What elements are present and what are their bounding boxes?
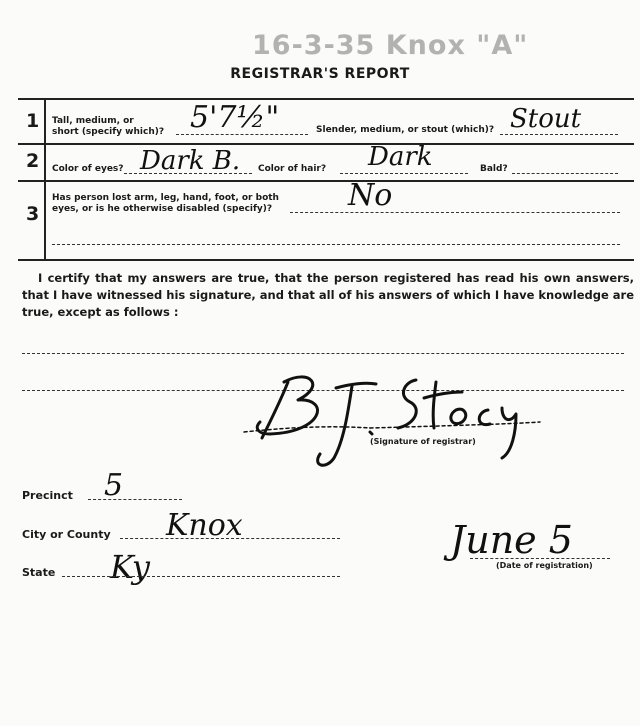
table-number-column-rule — [44, 98, 46, 260]
hair-color-answer: Dark — [368, 142, 433, 172]
disability-question-text: Has person lost arm, leg, hand, foot, or both eyes, or is he otherwise disabled (specify)? — [52, 193, 279, 214]
disability-question-label — [52, 193, 279, 215]
eye-color-answer: Dark B. — [140, 146, 241, 176]
signature-caption: (Signature of registrar) — [370, 437, 476, 446]
exceptions-line-1 — [22, 353, 624, 354]
disability-line-2 — [52, 244, 620, 245]
bald-line — [512, 173, 618, 174]
build-answer-line — [500, 134, 618, 135]
certification-statement: I certify that my answers are true, that the person registered has read his own answers, that I have witnessed his signature, and that all of his answers of which I have knowledge are true, except as follows : — [22, 271, 634, 319]
page-title: REGISTRAR'S REPORT — [230, 66, 410, 82]
hair-color-label: Color of hair? — [258, 164, 327, 174]
height-question-text: Tall, medium, or short (specify which)? — [52, 116, 165, 137]
precinct-answer: 5 — [104, 468, 124, 503]
state-line — [62, 576, 340, 577]
registrar-signature — [240, 362, 560, 474]
registration-date: June 5 — [450, 518, 573, 562]
height-answer: 5'7½" — [190, 100, 280, 135]
row-1-number: 1 — [26, 110, 40, 132]
height-answer-line — [176, 134, 308, 135]
registration-date-line — [470, 558, 610, 559]
eye-color-line — [124, 173, 252, 174]
precinct-line — [88, 499, 182, 500]
bald-label: Bald? — [480, 164, 508, 174]
filing-stamp: 16-3-35 Knox "A" — [252, 30, 529, 61]
city-county-line — [120, 538, 340, 539]
build-question-label: Slender, medium, or stout (which)? — [316, 125, 495, 135]
state-label: State — [22, 566, 56, 579]
precinct-label: Precinct — [22, 489, 73, 502]
state-answer: Ky — [110, 548, 150, 586]
height-question-label — [52, 116, 164, 138]
disability-answer: No — [348, 178, 393, 213]
table-bottom-rule — [18, 259, 634, 261]
row-1-bottom-rule — [18, 143, 634, 145]
city-county-answer: Knox — [166, 508, 243, 543]
row-2-bottom-rule — [18, 180, 634, 182]
build-answer: Stout — [510, 104, 582, 134]
registration-date-caption: (Date of registration) — [496, 561, 593, 570]
disability-line-1 — [290, 212, 620, 213]
eye-color-label: Color of eyes? — [52, 164, 124, 174]
row-2-number: 2 — [26, 150, 40, 172]
row-3-number: 3 — [26, 203, 40, 225]
hair-color-line — [340, 173, 468, 174]
table-top-rule — [18, 98, 634, 100]
city-county-label: City or County — [22, 528, 111, 541]
